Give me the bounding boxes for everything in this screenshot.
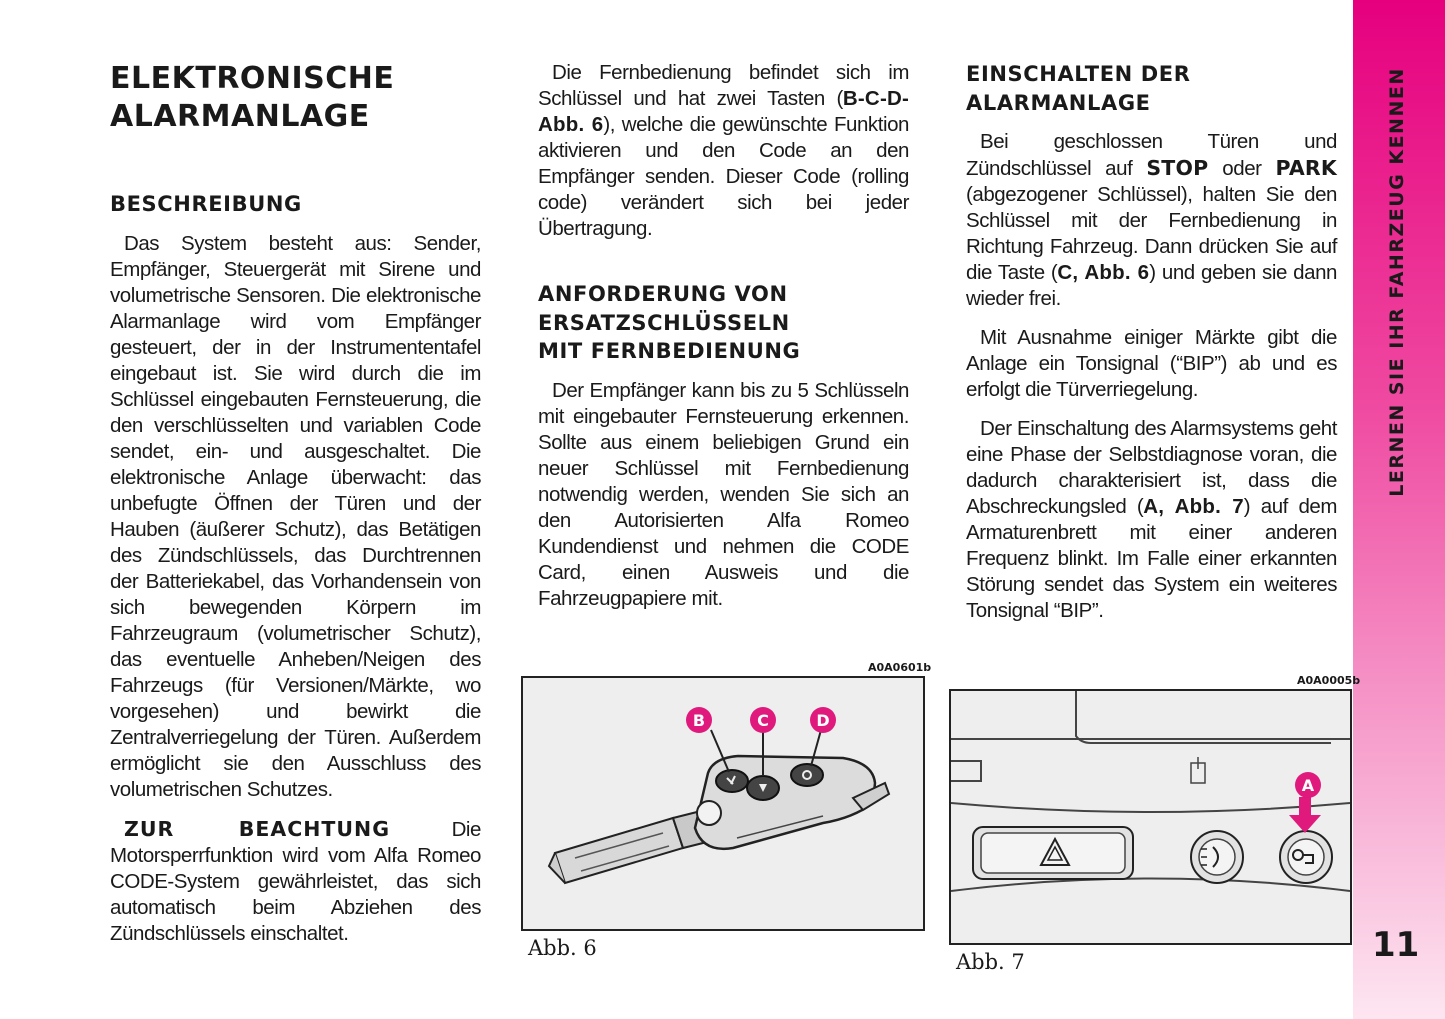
ref-fig7-a: A, Abb. 7 <box>1143 495 1244 518</box>
note-paragraph: ZUR BEACHTUNG Die Motorsperrfunktion wird vom Alfa Romeo CODE-System gewährleistet, das sich automatisch beim Abziehen des Zündschlüssels einschaltet. <box>110 816 481 945</box>
callout-a-arrow-icon <box>1289 797 1321 833</box>
section-heading-description: BESCHREIBUNG <box>110 192 302 216</box>
ref-fig6-c: C, Abb. 6 <box>1057 261 1150 284</box>
park-label: PARK <box>1275 156 1337 180</box>
column-1 <box>110 60 481 947</box>
chapter-title: LERNEN SIE IHR FAHRZEUG KENNEN <box>1386 67 1408 497</box>
activate-paragraph: Bei geschlossen Türen und Zündschlüssel auf STOP oder PARK (abgezogener Schlüssel), halten Sie den Schlüssel mit der Fernbedienung in Richtung Fahrzeug. Dann drücken Sie auf die Taste (C, Abb. 6) und geben sie dann wieder frei. <box>966 130 1337 310</box>
alarm-led-button-icon <box>1280 831 1332 883</box>
self-diagnosis-paragraph: Der Einschaltung des Alarmsystems geht eine Phase der Selbstdiagnose voran, die dadurch charakterisiert ist, dass die Abschreckungsled (A, Abb. 7) auf dem Armaturenbrett mit einer anderen Frequenz blinkt. Im Falle einer erkannten Störung sendet das System ein weiteres Tonsignal “BIP”. <box>966 417 1337 622</box>
svg-text:A: A <box>1301 776 1315 795</box>
dashboard-illustration <box>951 691 1350 943</box>
callout-c <box>750 707 776 733</box>
note-label: ZUR BEACHTUNG <box>124 816 391 841</box>
column-3 <box>966 60 1337 624</box>
key-fob-illustration <box>523 678 923 929</box>
figure-6 <box>521 676 925 931</box>
vent-icon <box>1191 757 1205 783</box>
remote-paragraph: Die Fernbedienung befindet sich im Schlüssel und hat zwei Tasten (B-C-D-Abb. 6), welche die gewünschte Funktion aktivieren und den Code an den Empfänger senden. Dieser Code (rolling code) verändert sich bei jeder Übertragung. <box>538 61 909 240</box>
svg-text:C: C <box>757 711 769 730</box>
callout-a <box>1295 772 1321 798</box>
figure-6-caption: Abb. 6 <box>528 936 597 960</box>
section-heading-activate: EINSCHALTEN DER ALARMANLAGE <box>966 62 1191 115</box>
svg-text:B: B <box>692 711 706 730</box>
page-number: 11 <box>1372 925 1420 965</box>
hazard-button-icon <box>973 827 1133 879</box>
ref-fig6-bcd: B-C-D-Abb. 6 <box>538 87 909 136</box>
section-heading-spare-keys: ANFORDERUNG VON ERSATZSCHLÜSSELN MIT FERNBEDIENUNG <box>538 282 801 363</box>
figure-6-code: A0A0601b <box>868 661 932 674</box>
description-paragraph: Das System besteht aus: Sender, Empfänger, Steuergerät mit Sirene und volumetrische Sensoren. Die elektronische Alarmanlage wird vom Empfänger gesteuert, der in der Instrumententafel eingebaut ist. Sie wird durch die im Schlüssel eingebauten Fernsteuerung, die den verschlüsselten und variablen Code sendet, ein- und ausgeschaltet. Die elektronische Anlage überwacht: das unbefugte Öffnen der Türen und der Hauben (äußerer Schutz), das Betätigen des Zündschlüssels, das Durchtrennen der Batteriekabel, das Vorhandensein von sich bewegenden Körpern im Fahrzeugraum (volumetrischer Schutz), das eventuelle Anheben/Neigen des Fahrzeugs (für Versionen/Märkte, wo vorgesehen) und bewirkt die Zentralverriegelung der Türen. Außerdem ermöglicht sie den Ausschluss des volumetrischen Schutzes. <box>110 231 481 801</box>
callout-b <box>686 707 712 733</box>
svg-text:D: D <box>816 711 830 730</box>
figure-7-caption: Abb. 7 <box>956 950 1025 974</box>
page-title: ELEKTRONISCHE ALARMANLAGE <box>110 61 395 134</box>
beep-paragraph: Mit Ausnahme einiger Märkte gibt die Anlage ein Tonsignal (“BIP”) ab und es erfolgt die Türverriegelung. <box>966 326 1337 401</box>
button-d-icon <box>791 764 823 786</box>
callout-d <box>810 707 836 733</box>
figure-7-code: A0A0005b <box>1297 674 1361 687</box>
spare-keys-paragraph: Der Empfänger kann bis zu 5 Schlüsseln mit eingebauter Fernsteuerung erkennen. Sollte aus einem beliebigen Grund ein neuer Schlüssel mit Fernbedienung notwendig werden, wenden Sie sich an den Autorisierten Alfa Romeo Kundendienst und nehmen die CODE Card, einen Ausweis und die Fahrzeugpapiere mit. <box>538 378 909 610</box>
column-2 <box>538 60 909 612</box>
stop-label: STOP <box>1146 156 1209 180</box>
figure-7 <box>949 689 1352 945</box>
fog-light-button-icon <box>1191 831 1243 883</box>
